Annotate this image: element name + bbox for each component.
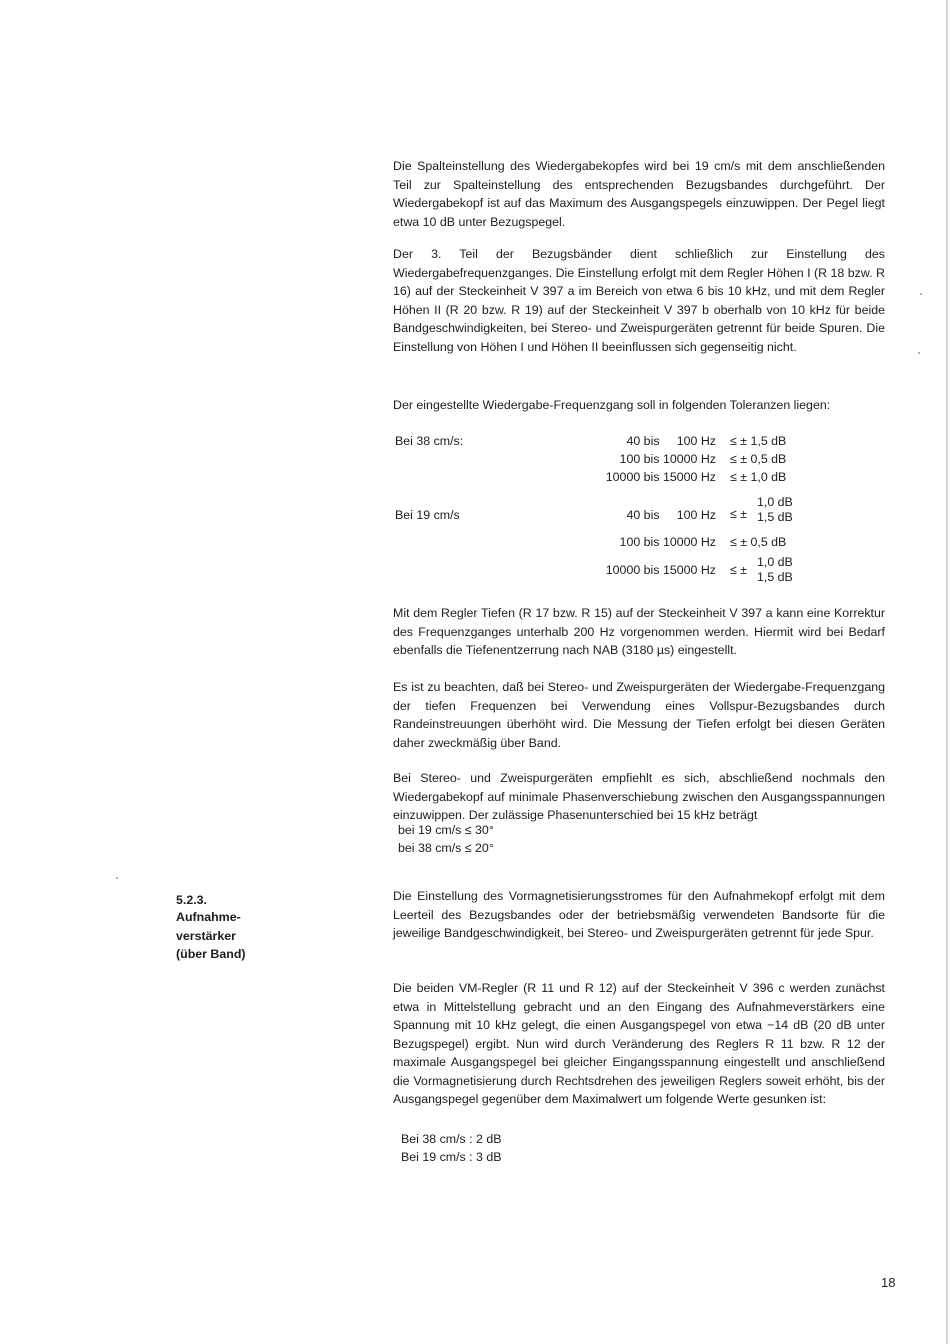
tolerance-value: ≤ ± 0,5 dB — [730, 535, 787, 549]
paragraph-gap-alignment: Die Spalteinstellung des Wiedergabekopfes wird bei 19 cm/s mit dem anschließenden Teil zur Spalteinstellung des entsprechenden Bezugsbandes durchgeführt. Der Wiedergabekopf ist auf das Maximum des Ausgangspegels einzuwippen. Der Pegel liegt etwa 10 dB unter Bezugspegel. — [393, 159, 885, 229]
tolerance-label-38: Bei 38 cm/s: — [395, 434, 464, 448]
paragraph-phase-adjustment: Bei Stereo- und Zweispurgeräten empfiehlt es sich, abschließend nochmals den Wiedergabekopf auf minimale Phasenverschiebung zwischen den Ausgangsspannungen einzuwippen. Der zulässige Phasenunterschied bei 15 kHz beträgt — [393, 771, 885, 822]
paragraph-tolerance-intro: Der eingestellte Wiedergabe-Frequenzgang soll in folgenden Toleranzen liegen: — [393, 398, 831, 412]
tolerance-stacked-value — [757, 555, 793, 585]
level-drop-19: Bei 19 cm/s : 3 dB — [401, 1150, 502, 1164]
tolerance-lower-value: 1,5 dB — [757, 510, 793, 524]
tolerance-range: 40 bis 100 Hz — [626, 434, 716, 448]
tolerance-range: 10000 bis 15000 Hz — [605, 563, 716, 577]
tolerance-range: 100 bis 10000 Hz — [619, 452, 716, 466]
tolerance-label-19: Bei 19 cm/s — [395, 508, 460, 522]
page-number: 18 — [881, 1275, 896, 1290]
section-number: 5.2.3. — [176, 893, 208, 907]
phase-values — [398, 821, 494, 857]
level-drop-values — [401, 1130, 502, 1166]
paragraph-frequency-response: Der 3. Teil der Bezugsbänder dient schließlich zur Einstellung des Wiedergabefrequenzganges. Die Einstellung erfolgt mit dem Regler Höhen I (R 18 bzw. R 16) auf der Steckeinheit V 397 a im Bereich von etwa 6 bis 10 kHz, und mit dem Regler Höhen II (R 20 bzw. R 19) auf der Steckeinheit V 397 b oberhalb von 10 kHz für beide Bandgeschwindigkeiten, bei Stereo- und Zweispurgeräten getrennt für beide Spuren. Die Einstellung von Höhen I und Höhen II beeinflussen sich gegenseitig nicht. — [393, 247, 885, 354]
tolerance-range: 100 bis 10000 Hz — [619, 535, 716, 549]
level-drop-38: Bei 38 cm/s : 2 dB — [401, 1132, 502, 1146]
section-title: Aufnahme- verstärker (über Band) — [176, 910, 246, 961]
tolerance-lower-value: 1,5 dB — [757, 570, 793, 584]
tolerance-prefix: ≤ ± — [730, 507, 748, 521]
phase-value-19: bei 19 cm/s ≤ 30° — [398, 823, 494, 837]
paragraph-stereo-note: Es ist zu beachten, daß bei Stereo- und Zweispurgeräten der Wiedergabe-Frequenzgang der tiefen Frequenzen bei Verwendung eines Vollspur-Bezugsbandes durch Randeinstreuungen überhöht wird. Die Messung der Tiefen erfolgt bei diesen Geräten daher zweckmäßig über Band. — [393, 680, 885, 750]
tolerance-value: ≤ ± 1,5 dB — [730, 434, 787, 448]
tolerance-upper-value: 1,0 dB — [757, 555, 793, 569]
paragraph-bias-current: Die Einstellung des Vormagnetisierungsstromes für den Aufnahmekopf erfolgt mit dem Leerteil des Bezugsbandes oder der betriebsmäßig verwendeten Bandsorte für die jeweilige Bandgeschwindigkeit, bei Stereo- und Zweispurgeräten getrennt für jede Spur. — [393, 889, 885, 940]
tolerance-value: ≤ ± 1,0 dB — [730, 470, 787, 484]
tolerance-value: ≤ ± 0,5 dB — [730, 452, 787, 466]
tolerance-range: 40 bis 100 Hz — [626, 508, 716, 522]
paragraph-bass-correction: Mit dem Regler Tiefen (R 17 bzw. R 15) auf der Steckeinheit V 397 a kann eine Korrektur des Frequenzganges unterhalb 200 Hz vorgenommen werden. Hiermit wird bei Bedarf ebenfalls die Tiefenentzerrung nach NAB (3180 µs) eingestellt. — [393, 606, 885, 657]
paragraph-vm-regulator: Die beiden VM-Regler (R 11 und R 12) auf der Steckeinheit V 396 c werden zunächst etwa in Mittelstellung gebracht und an den Eingang des Aufnahmeverstärkers eine Spannung mit 10 kHz gelegt, die einen Ausgangspegel von etwa −14 dB (20 dB unter Bezugspegel) ergibt. Nun wird durch Veränderung des Reglers R 11 bzw. R 12 der maximale Ausgangspegel bei gleicher Eingangsspannung eingestellt und anschließend die Vormagnetisierung durch Rechtsdrehen des jeweiligen Reglers soweit erhöht, bis der Ausgangspegel gegenüber dem Maximalwert um folgende Werte gesunken ist: — [393, 981, 885, 1106]
tolerance-stacked-value — [757, 495, 793, 525]
scan-speck — [116, 877, 118, 879]
tolerance-prefix: ≤ ± — [730, 563, 748, 577]
phase-value-38: bei 38 cm/s ≤ 20° — [398, 841, 494, 855]
page-edge-scan-shadow — [946, 0, 948, 1344]
tolerance-range: 10000 bis 15000 Hz — [605, 470, 716, 484]
scan-speck — [918, 352, 920, 354]
tolerance-upper-value: 1,0 dB — [757, 495, 793, 509]
scan-speck — [920, 293, 922, 295]
